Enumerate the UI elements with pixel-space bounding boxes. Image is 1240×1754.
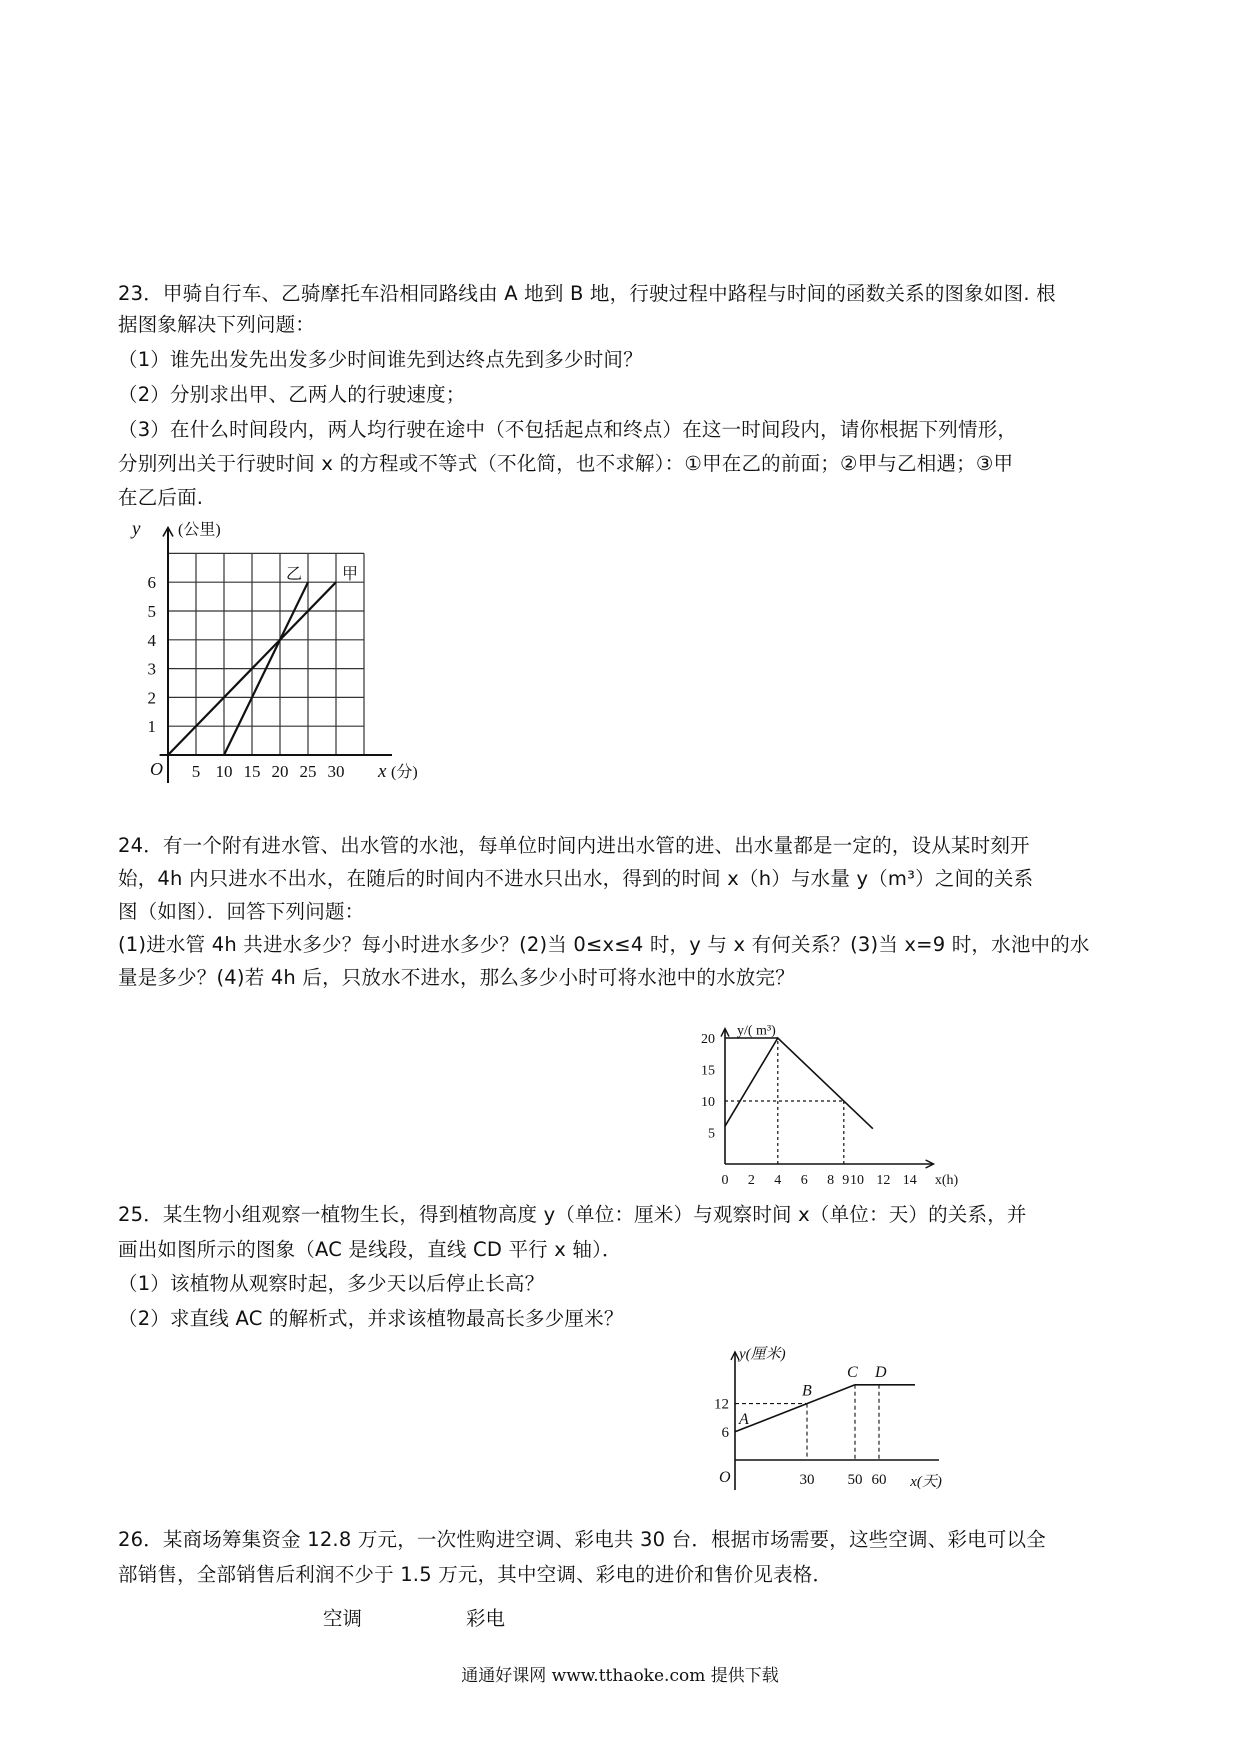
- x-tick-label: 10: [215, 762, 233, 781]
- q24-line-1: 24．有一个附有进水管、出水管的水池，每单位时间内进出水管的进、出水量都是一定的，设从某时刻开: [118, 834, 1030, 857]
- x-tick-label: 30: [327, 762, 345, 781]
- origin-label: O: [719, 1469, 731, 1486]
- x-tick-label: 6: [800, 1173, 808, 1188]
- y-tick-label: 6: [721, 1424, 729, 1441]
- x-tick-label: 60: [871, 1472, 887, 1488]
- y-tick-label: 6: [147, 573, 156, 593]
- y-axis-label: y(厘米): [739, 1346, 786, 1363]
- y-tick-label: 1: [147, 717, 156, 737]
- y-tick-label: 4: [147, 630, 156, 650]
- x-tick-label: 50: [847, 1472, 863, 1488]
- y-tick-label: 5: [708, 1126, 715, 1142]
- x-tick-label: 20: [271, 762, 289, 781]
- y-tick-label: 3: [147, 659, 156, 679]
- x-tick-label: 14: [902, 1173, 917, 1188]
- q23-line-7: 在乙后面.: [118, 486, 204, 509]
- point-label-A: A: [739, 1410, 749, 1428]
- series-label-乙: 乙: [286, 566, 303, 584]
- q25-line-2: 画出如图所示的图象（AC 是线段，直线 CD 平行 x 轴）．: [118, 1238, 622, 1261]
- q23-line-6: 分别列出关于行驶时间 x 的方程或不等式（不化简，也不求解）：①甲在乙的前面；②甲与乙相遇；③甲: [118, 452, 1014, 475]
- x-tick-label: 25: [299, 762, 317, 781]
- q26-line-1: 26．某商场筹集资金 12.8 万元，一次性购进空调、彩电共 30 台．根据市场需要，这些空调、彩电可以全: [118, 1528, 1046, 1551]
- q24-line-5: 量是多少？(4)若 4h 后，只放水不进水，那么多少小时可将水池中的水放完？: [118, 966, 795, 989]
- q24-line-4: (1)进水管 4h 共进水多少？每小时进水多少？(2)当 0≤x≤4 时，y 与 x 有何关系？(3)当 x=9 时，水池中的水: [118, 933, 1090, 956]
- point-label-C: C: [847, 1363, 858, 1381]
- x-tick-label: 12: [876, 1173, 891, 1188]
- y-tick-label: 20: [701, 1032, 715, 1047]
- x-tick-label: 10: [850, 1173, 864, 1188]
- x-axis-label: x: [378, 761, 387, 782]
- q25-line-4: （2）求直线 AC 的解析式，并求该植物最高长多少厘米？: [118, 1307, 624, 1330]
- table-header-tv: 彩电: [466, 1607, 506, 1630]
- x-axis-label: x(h): [934, 1173, 959, 1188]
- x-tick-label: 30: [799, 1472, 815, 1488]
- series-label-甲: 甲: [342, 566, 359, 584]
- y-tick-label: 15: [701, 1063, 715, 1079]
- q23-line-4: （2）分别求出甲、乙两人的行驶速度；: [118, 383, 466, 406]
- y-axis-label: y: [132, 518, 141, 540]
- table-header-aircon: 空调: [323, 1607, 363, 1630]
- q24-line-3: 图（如图）．回答下列问题：: [118, 900, 365, 923]
- q23-line-3: （1）谁先出发先出发多少时间谁先到达终点先到多少时间？: [118, 348, 643, 371]
- y-tick-label: 2: [147, 688, 156, 708]
- x-axis-label: x(天): [910, 1474, 942, 1490]
- q24-line-2: 始，4h 内只进水不出水，在随后的时间内不进水只出水，得到的时间 x（h）与水量 y（m³）之间的关系: [118, 867, 1034, 890]
- y-tick-label: 10: [701, 1095, 715, 1110]
- q23-line-1: 23．甲骑自行车、乙骑摩托车沿相同路线由 A 地到 B 地，行驶过程中路程与时间的函数关系的图象如图. 根: [118, 282, 1056, 305]
- water-volume-line: [725, 1038, 873, 1129]
- chart-q24-water-volume: [680, 1000, 1000, 1200]
- y-axis-unit: (公里): [178, 521, 221, 539]
- x-tick-label: 5: [191, 762, 201, 781]
- x-tick-label: 9: [842, 1173, 850, 1188]
- q25-line-1: 25．某生物小组观察一植物生长，得到植物高度 y（单位：厘米）与观察时间 x（单位：天）的关系，并: [118, 1203, 1027, 1226]
- origin-label: O: [150, 759, 163, 779]
- q26-line-2: 部销售，全部销售后利润不少于 1.5 万元，其中空调、彩电的进价和售价见表格．: [118, 1563, 833, 1586]
- x-axis-unit: (分): [391, 764, 418, 781]
- x-tick-label: 2: [747, 1173, 755, 1188]
- segment-AC: [735, 1382, 855, 1432]
- point-label-B: B: [802, 1382, 812, 1400]
- x-tick-label: 0: [721, 1173, 729, 1188]
- q23-line-2: 据图象解决下列问题：: [118, 313, 316, 336]
- q23-line-5: （3）在什么时间段内，两人均行驶在途中（不包括起点和终点）在这一时间段内，请你根据下列情形，: [118, 418, 1018, 441]
- q25-line-3: （1）该植物从观察时起，多少天以后停止长高？: [118, 1272, 545, 1295]
- chart-q25-plant-height: [690, 1280, 960, 1495]
- y-tick-label: 5: [147, 602, 156, 621]
- page-footer: 通通好课网 www.tthaoke.com 提供下载: [461, 1666, 779, 1686]
- y-tick-label: 12: [714, 1396, 729, 1413]
- y-axis-label: y/( m³): [737, 1023, 776, 1039]
- x-tick-label: 8: [827, 1173, 835, 1188]
- chart-q23-distance-time: [118, 514, 458, 799]
- point-label-D: D: [875, 1363, 887, 1381]
- x-tick-label: 4: [774, 1173, 782, 1188]
- x-tick-label: 15: [243, 762, 261, 781]
